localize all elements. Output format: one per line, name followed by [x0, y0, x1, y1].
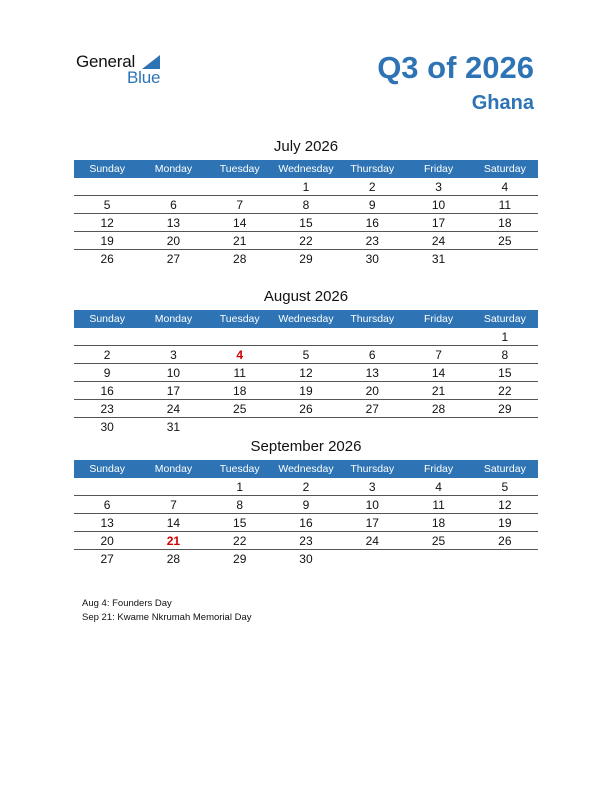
date-cell: 23	[299, 534, 313, 548]
date-cell: 8	[236, 498, 244, 512]
date-cell: 14	[233, 216, 247, 230]
date-cell	[74, 478, 140, 495]
date-cell: 19	[299, 384, 313, 398]
logo-triangle-icon	[142, 55, 160, 69]
date-cell: 25	[431, 534, 446, 548]
date-cell: 11	[432, 498, 445, 512]
date-cell: 7	[435, 348, 442, 362]
month-title: August 2026	[263, 288, 349, 305]
weekday-label: Friday	[423, 463, 454, 475]
date-cell: 7	[170, 498, 177, 512]
date-cell: 30	[100, 420, 114, 434]
date-cell: 14	[166, 516, 181, 530]
weekday-label: Friday	[423, 163, 454, 175]
date-cell: 27	[365, 402, 379, 416]
week-row	[74, 346, 538, 364]
weekday-label: Saturday	[483, 463, 526, 475]
date-cell: 3	[170, 348, 177, 362]
date-cell: 12	[498, 498, 512, 512]
date-cell: 13	[166, 216, 181, 230]
date-cell: 1	[236, 480, 244, 494]
weekday-label: Tuesday	[219, 313, 260, 325]
date-cell	[339, 550, 405, 567]
weekday-label: Thursday	[350, 163, 395, 175]
week-row	[74, 532, 538, 550]
date-cell: 22	[299, 234, 313, 248]
date-cell: 10	[431, 198, 446, 212]
weekday-label: Monday	[154, 163, 193, 175]
week-row	[74, 418, 538, 435]
month-calendar	[74, 287, 538, 435]
date-cell: 31	[431, 252, 446, 266]
date-cell: 21	[431, 384, 446, 398]
logo-text-blue: Blue	[127, 68, 161, 87]
date-cell: 13	[365, 366, 379, 380]
date-cell	[273, 328, 339, 345]
date-cell: 12	[100, 216, 114, 230]
date-cell: 15	[498, 366, 512, 380]
date-cell: 15	[233, 516, 247, 530]
holiday-note: Aug 4: Founders Day	[82, 598, 172, 609]
date-cell	[207, 328, 273, 345]
date-cell: 30	[365, 252, 379, 266]
date-cell: 8	[501, 348, 509, 362]
week-row	[74, 232, 538, 250]
date-cell: 2	[368, 180, 376, 194]
date-cell: 31	[166, 420, 181, 434]
date-cell	[405, 550, 471, 567]
date-cell: 8	[302, 198, 310, 212]
date-cell: 3	[435, 180, 442, 194]
date-cell	[140, 478, 206, 495]
date-cell: 28	[431, 402, 446, 416]
date-cell: 13	[100, 516, 114, 530]
weekday-label: Sunday	[89, 463, 125, 475]
month-calendar	[74, 137, 538, 267]
date-cell: 30	[299, 552, 313, 566]
date-cell: 5	[501, 480, 509, 494]
date-cell: 2	[302, 480, 310, 494]
date-cell: 7	[236, 198, 244, 212]
date-cell: 20	[365, 384, 379, 398]
date-cell	[140, 178, 206, 195]
date-cell	[405, 418, 471, 435]
holiday-notes	[82, 597, 251, 625]
date-cell: 6	[170, 198, 177, 212]
month-calendar	[74, 437, 538, 567]
date-cell: 25	[233, 402, 247, 416]
weekday-header	[74, 160, 538, 178]
date-cell: 10	[365, 498, 379, 512]
date-cell: 9	[302, 498, 310, 512]
week-row	[74, 478, 538, 496]
date-cell: 26	[498, 534, 512, 548]
date-cell: 16	[365, 216, 379, 230]
date-cell: 4	[435, 480, 442, 494]
date-cell	[472, 250, 538, 267]
date-cell: 18	[431, 516, 446, 530]
date-cell: 9	[103, 366, 111, 380]
date-cell: 5	[302, 348, 310, 362]
date-cell: 27	[166, 252, 181, 266]
date-cell	[339, 418, 405, 435]
date-cell: 1	[501, 330, 509, 344]
date-cell: 29	[299, 252, 313, 266]
week-row	[74, 214, 538, 232]
weekday-label: Thursday	[350, 463, 395, 475]
week-row	[74, 328, 538, 346]
week-row	[74, 400, 538, 418]
date-cell: 19	[100, 234, 114, 248]
date-cell: 27	[100, 552, 114, 566]
date-cell: 20	[166, 234, 181, 248]
date-cell: 24	[166, 402, 181, 416]
date-cell: 15	[299, 216, 313, 230]
date-cell	[405, 328, 471, 345]
date-cell: 23	[365, 234, 379, 248]
weekday-label: Monday	[154, 463, 193, 475]
holiday-date-cell: 4	[236, 348, 244, 362]
weekday-label: Wednesday	[278, 313, 334, 325]
date-cell: 14	[431, 366, 446, 380]
date-cell: 20	[100, 534, 114, 548]
date-cell: 29	[498, 402, 512, 416]
date-cell: 25	[498, 234, 512, 248]
weekday-label: Monday	[154, 313, 193, 325]
date-cell: 16	[299, 516, 313, 530]
weekday-header	[74, 310, 538, 328]
date-cell	[273, 418, 339, 435]
month-title: September 2026	[250, 438, 362, 455]
weekday-label: Tuesday	[219, 163, 260, 175]
date-cell	[140, 328, 206, 345]
date-cell	[207, 178, 273, 195]
date-cell: 22	[233, 534, 247, 548]
holiday-date-cell: 21	[166, 534, 181, 548]
date-cell: 11	[498, 198, 512, 212]
weekday-label: Wednesday	[278, 163, 334, 175]
weekday-header	[74, 460, 538, 478]
date-cell: 5	[103, 198, 111, 212]
page-title: Q3 of 2026	[377, 50, 534, 85]
date-cell	[472, 418, 538, 435]
date-cell: 24	[365, 534, 379, 548]
week-row	[74, 514, 538, 532]
weekday-label: Thursday	[350, 313, 395, 325]
date-cell: 11	[233, 366, 246, 380]
weekday-label: Tuesday	[219, 463, 260, 475]
date-cell: 21	[233, 234, 247, 248]
weekday-label: Sunday	[89, 163, 125, 175]
date-cell	[74, 178, 140, 195]
generalblue-logo	[76, 52, 176, 88]
weekday-label: Wednesday	[278, 463, 334, 475]
date-cell: 17	[166, 384, 181, 398]
date-cell: 22	[498, 384, 512, 398]
date-cell: 24	[431, 234, 446, 248]
date-cell: 18	[498, 216, 512, 230]
date-cell: 26	[299, 402, 313, 416]
date-cell: 6	[368, 348, 376, 362]
week-row	[74, 250, 538, 267]
weekday-label: Saturday	[483, 163, 526, 175]
weekday-label: Sunday	[89, 313, 125, 325]
weekday-label: Friday	[423, 313, 454, 325]
date-cell: 18	[233, 384, 247, 398]
date-cell	[207, 418, 273, 435]
date-cell: 28	[166, 552, 181, 566]
date-cell: 29	[233, 552, 247, 566]
date-cell	[74, 328, 140, 345]
date-cell: 6	[103, 498, 111, 512]
date-cell: 28	[233, 252, 247, 266]
week-row	[74, 382, 538, 400]
country-name: Ghana	[471, 92, 534, 114]
date-cell: 16	[100, 384, 114, 398]
date-cell: 17	[431, 216, 446, 230]
date-cell: 2	[103, 348, 111, 362]
date-cell: 1	[302, 180, 310, 194]
date-cell: 3	[368, 480, 376, 494]
logo-text-general: General	[76, 52, 136, 71]
date-cell: 23	[100, 402, 114, 416]
date-cell: 17	[365, 516, 379, 530]
date-cell	[472, 550, 538, 567]
week-row	[74, 496, 538, 514]
date-cell: 19	[498, 516, 512, 530]
week-row	[74, 364, 538, 382]
week-row	[74, 178, 538, 196]
date-cell: 12	[299, 366, 313, 380]
weekday-label: Saturday	[483, 313, 526, 325]
holiday-note: Sep 21: Kwame Nkrumah Memorial Day	[82, 612, 252, 623]
date-cell: 10	[166, 366, 181, 380]
week-row	[74, 550, 538, 567]
month-title: July 2026	[273, 138, 339, 155]
date-cell: 9	[368, 198, 376, 212]
date-cell	[339, 328, 405, 345]
date-cell: 26	[100, 252, 114, 266]
date-cell: 4	[501, 180, 509, 194]
week-row	[74, 196, 538, 214]
